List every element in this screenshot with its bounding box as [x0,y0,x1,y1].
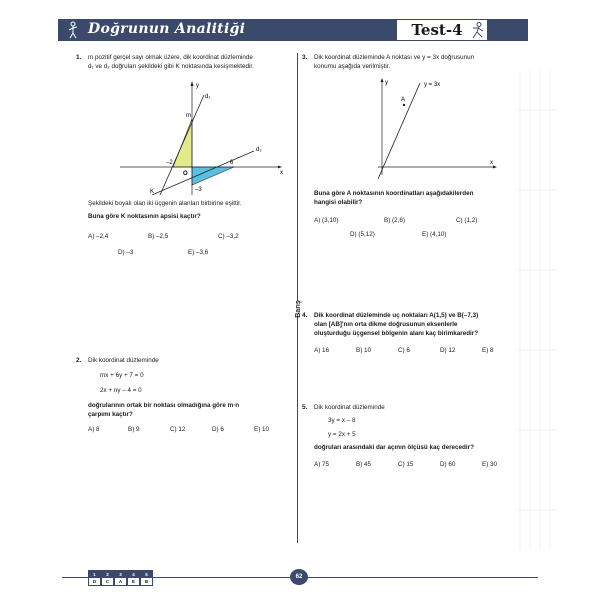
q4-question-line3: oluşturduğu üçgensel bölgenin alanı kaç birimkaredir? [314,330,479,337]
q2-text-line1: Dik koordinat düzleminde [88,356,159,364]
question-number: 1. [76,54,82,61]
fig-a-label: A [401,97,406,104]
fig-x-label: x [280,170,283,177]
q4-option-c[interactable]: C) 6 [398,347,410,355]
fig-y-label: y [196,83,199,90]
q5-options [314,460,514,469]
q2-option-a[interactable]: A) 8 [88,426,100,434]
q3-text-line1: Dik koordinat düzleminde A noktası ve y = 3x doğrusunun [314,54,475,61]
answer-number: 2 [102,571,113,578]
q2-option-d[interactable]: D) 6 [212,426,224,434]
question-number: 5. [302,404,308,412]
line-y-3x [378,83,420,179]
right-shaded-triangle [192,167,234,185]
fig-neg2-label: –2 [166,160,173,167]
question-2 [76,356,286,435]
q1-option-c[interactable]: C) –3,2 [218,232,239,240]
answer-letter: E [131,578,135,584]
test-label-box [396,19,488,41]
q3-option-a[interactable]: A) (3,10) [314,216,339,224]
answer-number: 1 [89,571,100,578]
q1-option-d[interactable]: D) –3 [118,248,134,256]
answer-number: 4 [128,571,139,578]
answer-cell [114,570,127,586]
question-5 [302,403,514,469]
q4-option-e[interactable]: E) 8 [482,347,494,355]
answer-key-strip [88,570,153,586]
answer-cell [101,570,114,586]
q4-options [314,346,514,355]
fig-d1-label: d₁ [205,94,211,101]
q5-option-c[interactable]: C) 15 [398,460,414,468]
q5-eq2: y = 2x + 5 [328,430,356,438]
q5-option-d[interactable]: D) 60 [440,460,456,468]
right-column [302,53,514,469]
q2-option-b[interactable]: B) 9 [128,426,140,434]
q3-options-row2 [314,230,514,239]
answer-cell [127,570,140,586]
y-axis-arrow-icon [381,78,384,82]
q5-eq1: 3y = x – 8 [328,417,356,425]
q1-question: Buna göre K noktasının apsisi kaçtır? [88,213,201,221]
answer-cell [140,570,153,586]
q3-option-b[interactable]: B) (2,6) [384,216,405,224]
question-number: 2. [76,356,82,364]
q4-question-line2: olan [AB]'nın orta dikme doğrusunun eksenlerle [314,320,458,328]
answer-number: 5 [141,571,152,578]
q4-option-d[interactable]: D) 12 [440,347,456,355]
q2-eq2: 2x + ny – 4 = 0 [100,387,142,394]
q3-option-d[interactable]: D) (5,12) [350,230,375,238]
answer-cell [88,570,101,586]
answer-letter: D [92,578,97,584]
x-axis-arrow-icon [278,166,282,169]
answer-letter: B [144,578,149,584]
q2-eq1: mx + 6y + 7 = 0 [100,371,144,379]
q4-option-a[interactable]: A) 16 [314,347,330,355]
brand-label: Barış [287,301,309,317]
point-a [403,104,405,106]
q5-question: doğruları arasındaki dar açının ölçüsü kaç derecedir? [314,443,474,451]
q5-option-a[interactable]: A) 75 [314,460,330,468]
fig-d2-label: d₂ [256,147,262,154]
question-3 [302,53,514,239]
question-number: 4. [302,311,308,319]
page-number: 62 [290,569,308,585]
fig-six-label: 6 [230,160,234,167]
decorative-grid [515,70,555,550]
q2-question-line2: çarpımı kaçtır? [88,411,133,419]
q4-question-line1: Dik koordinat düzleminde uç noktaları A(1,5) ve B(–7,3) [314,311,479,319]
left-column [76,53,286,435]
fig-line-label: y = 3x [424,82,441,89]
y-axis-arrow-icon [191,81,194,86]
q4-option-b[interactable]: B) 10 [356,347,372,355]
q1-text-line2: d₁ ve d₂ doğruları şekildeki gibi K noktasında kesişmektedir. [88,63,254,71]
q2-options [88,425,286,434]
runner-icon [471,22,485,39]
q5-text-line1: Dik koordinat düzleminde [314,404,385,412]
answer-letter: A [118,578,123,584]
line-d2 [152,151,254,195]
q2-question-line1: doğrularının ortak bir noktası olmadığına göre m·n [88,402,240,410]
header-title: Doğrunun Analitiği [88,21,246,37]
q3-text-line2: konumu aşağıda verilmiştir. [314,63,391,71]
q2-option-c[interactable]: C) 12 [170,426,186,434]
q3-question-line2: hangisi olabilir? [314,199,363,207]
column-divider [297,53,298,543]
q1-text-line1: m pozitif gerçel sayı olmak üzere, dik koordinat düzleminde [88,54,253,61]
question-4 [302,311,514,356]
q1-figure [108,77,288,195]
answer-letter: C [105,578,110,584]
fig-origin-label: O [183,171,188,178]
q5-option-b[interactable]: B) 45 [356,460,372,468]
fig-m-label: m [186,113,191,120]
question-number: 3. [302,54,308,61]
fig-neg3-label: –3 [195,187,202,194]
answer-number: 3 [115,571,126,578]
q1-option-a[interactable]: A) –2,4 [88,232,109,240]
fig-k-label: K [150,189,155,196]
q1-option-e[interactable]: E) –3,6 [188,248,209,256]
fig-x-label: x [490,160,493,167]
fig-y-label: y [385,80,388,87]
stick-figure-icon [66,21,80,39]
q2-option-e[interactable]: E) 10 [254,426,270,434]
question-1 [76,53,286,257]
q1-text-line3: Şekildeki boyalı olan iki üçgenin alanları birbirine eşittir. [88,200,242,208]
test-label: Test-4 [411,21,463,39]
q3-question-line1: Buna göre A noktasının koordinatları aşağıdakilerden [314,190,474,198]
q3-option-c[interactable]: C) (1,2) [456,216,478,224]
x-axis-arrow-icon [493,166,497,169]
q1-option-b[interactable]: B) –2,5 [148,232,169,240]
q5-option-e[interactable]: E) 30 [482,460,498,468]
q3-figure [330,75,500,185]
q1-options-row2 [88,248,286,257]
q3-options [314,216,514,225]
q3-option-e[interactable]: E) (4,10) [422,230,447,238]
q1-options [88,232,286,241]
